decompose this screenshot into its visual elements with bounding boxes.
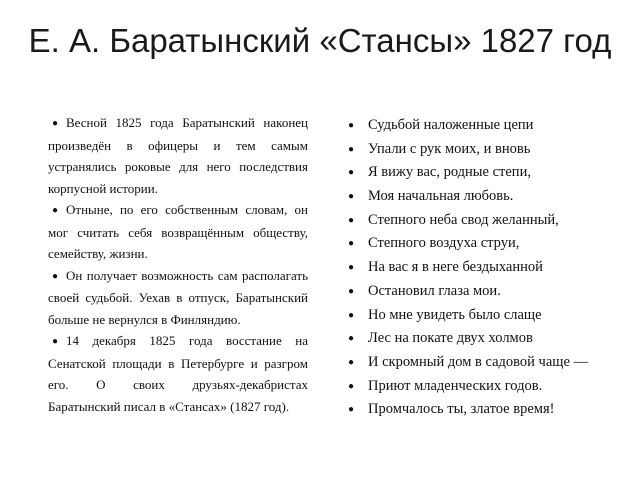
poem-line-text: Упали с рук моих, и вновь xyxy=(368,140,531,157)
poem-line xyxy=(348,375,628,399)
poem-line-text: Но мне увидеть было слаще xyxy=(368,306,542,323)
bullet-icon: ● xyxy=(348,143,355,155)
poem-line xyxy=(348,351,628,375)
bullet-icon: ● xyxy=(348,404,355,416)
bullet-icon: ● xyxy=(348,120,355,131)
poem-line-text: Степного неба свод желанный, xyxy=(368,211,559,228)
poem-line-text: На вас я в неге бездыханной xyxy=(368,259,543,276)
poem-line-text: Степного воздуха струи, xyxy=(368,235,520,252)
bullet-icon: ● xyxy=(348,356,355,368)
poem-stanza-list xyxy=(348,114,628,422)
poem-line-text: И скромный дом в садовой чаще — xyxy=(368,353,588,370)
biography-paragraph xyxy=(48,199,308,265)
slide-title: Е. А. Баратынский «Стансы» 1827 год xyxy=(28,22,612,59)
poem-line xyxy=(348,161,628,185)
biography-column xyxy=(48,112,308,417)
poem-line xyxy=(348,304,628,328)
poem-line xyxy=(348,398,628,422)
poem-line-text: Моя начальная любовь. xyxy=(368,188,514,205)
paragraph-text: Отныне, по его собственным словам, он мог считать себя возвращённым обществу, семейству, жизни. xyxy=(48,202,308,261)
paragraph-text: Он получает возможность сам располагать своей судьбой. Уехав в отпуск, Баратынский больше не вернулся в Финляндию. xyxy=(48,267,308,327)
biography-paragraph xyxy=(48,112,308,199)
poem-line-text: Судьбой наложенные цепи xyxy=(368,117,534,133)
bullet-icon: ● xyxy=(348,191,355,203)
bullet-icon: ● xyxy=(348,167,355,179)
bullet-icon: ● xyxy=(348,262,355,274)
poem-line xyxy=(348,138,628,162)
poem-line xyxy=(348,327,628,351)
bullet-icon: ● xyxy=(52,336,59,347)
paragraph-text: Весной 1825 года Баратынский наконец произведён в офицеры и тем самым устранялись роковые для него последствия корпусной истории. xyxy=(48,115,308,196)
biography-paragraph xyxy=(48,330,308,417)
poem-line-text: Я вижу вас, родные степи, xyxy=(368,164,531,181)
poem-line-text: Промчалось ты, златое время! xyxy=(368,401,555,418)
bullet-icon: ● xyxy=(348,285,355,297)
poem-line-text: Лес на покате двух холмов xyxy=(368,330,533,347)
bullet-icon: ● xyxy=(52,270,59,282)
poem-line xyxy=(348,114,628,138)
biography-paragraph xyxy=(48,265,308,331)
poem-line xyxy=(348,209,628,233)
poem-line xyxy=(348,256,628,280)
poem-line xyxy=(348,232,628,256)
poem-line xyxy=(348,185,628,209)
bullet-icon: ● xyxy=(348,380,355,392)
poem-line-text: Приют младенческих годов. xyxy=(368,377,543,394)
bullet-icon: ● xyxy=(348,333,355,345)
bullet-icon: ● xyxy=(52,118,59,129)
bullet-icon: ● xyxy=(348,309,355,321)
poem-line xyxy=(348,280,628,304)
bullet-icon: ● xyxy=(52,205,59,216)
paragraph-text: 14 декабря 1825 года восстание на Сенатской площади в Петербурге и разгром его. О своих друзьях-декабристах Баратынский писал в «Стансах» (1827 год). xyxy=(48,333,308,414)
poem-line-text: Остановил глаза мои. xyxy=(368,282,501,299)
bullet-icon: ● xyxy=(348,214,355,226)
bullet-icon: ● xyxy=(348,238,355,250)
